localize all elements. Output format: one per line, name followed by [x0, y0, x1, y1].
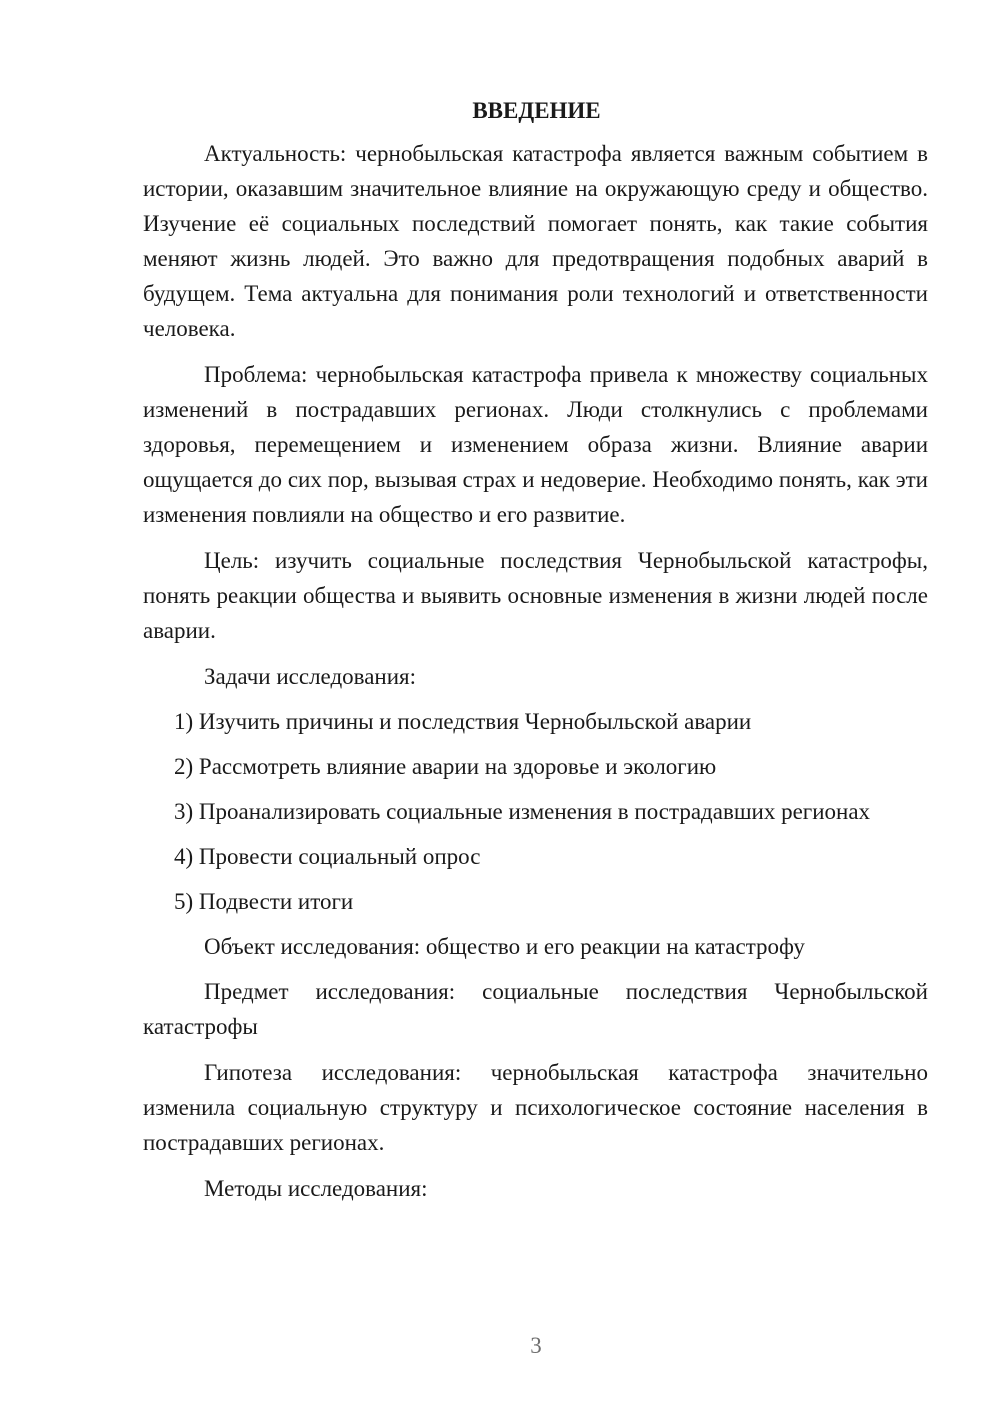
task-item-5: 5) Подвести итоги	[174, 889, 354, 914]
tasks-heading: Задачи исследования:	[204, 664, 417, 689]
page-content	[143, 93, 928, 1217]
task-item-2: 2) Рассмотреть влияние аварии на здоровье и экологию	[174, 754, 717, 779]
task-item-4: 4) Провести социальный опрос	[174, 844, 481, 869]
hypothesis-paragraph: Гипотеза исследования: чернобыльская катастрофа значительно изменила социальную структуру и психологическое состояние населения в пострадавших регионах.	[143, 1060, 928, 1155]
methods-heading: Методы исследования:	[204, 1176, 428, 1201]
page-number: 3	[530, 1333, 542, 1358]
tasks-list	[143, 704, 928, 919]
task-item-1: 1) Изучить причины и последствия Чернобыльской аварии	[174, 709, 752, 734]
task-item-3: 3) Проанализировать социальные изменения в пострадавших регионах	[174, 799, 871, 824]
page-title: ВВЕДЕНИЕ	[472, 98, 601, 123]
goal-paragraph: Цель: изучить социальные последствия Чернобыльской катастрофы, понять реакции общества и выявить основные изменения в жизни людей после аварии.	[143, 548, 928, 643]
subject-paragraph: Предмет исследования: социальные последствия Чернобыльской катастрофы	[143, 979, 928, 1039]
object-paragraph: Объект исследования: общество и его реакции на катастрофу	[204, 934, 805, 959]
relevance-paragraph: Актуальность: чернобыльская катастрофа является важным событием в истории, оказавшим значительное влияние на окружающую среду и общество. Изучение её социальных последствий помогает понять, как такие события меняют жизнь людей. Это важно для предотвращения подобных аварий в будущем. Тема актуальна для понимания роли технологий и ответственности человека.	[143, 141, 928, 341]
problem-paragraph: Проблема: чернобыльская катастрофа привела к множеству социальных изменений в пострадавших регионах. Люди столкнулись с проблемами здоровья, перемещением и изменением образа жизни. Влияние аварии ощущается до сих пор, вызывая страх и недоверие. Необходимо понять, как эти изменения повлияли на общество и его развитие.	[143, 362, 928, 527]
